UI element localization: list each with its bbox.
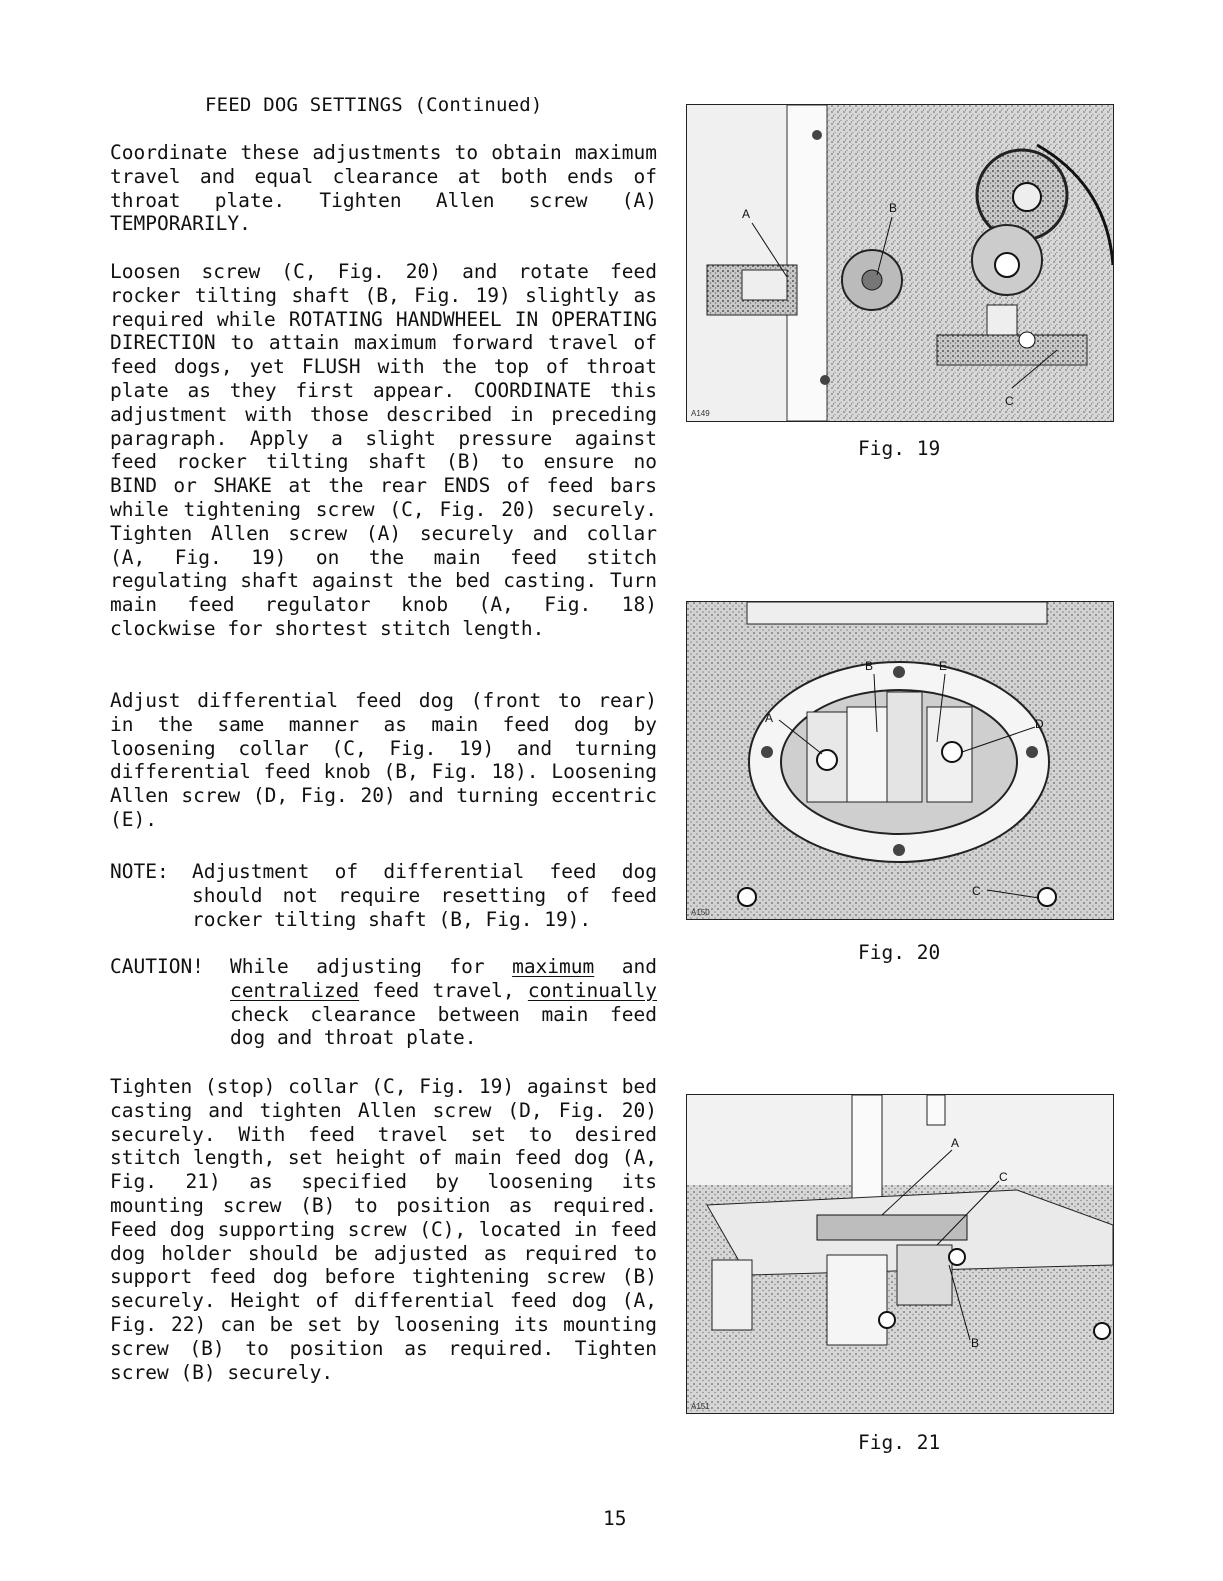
figure-19-caption: Fig. 19 bbox=[858, 437, 941, 460]
figure-20-illustration bbox=[687, 602, 1113, 919]
figure-21-label-b: B bbox=[971, 1336, 980, 1350]
caution-text-pre: While adjusting for bbox=[230, 955, 513, 978]
figure-21-photo bbox=[686, 1094, 1114, 1414]
figure-20-label-b: B bbox=[865, 659, 874, 673]
caution-text bbox=[230, 955, 657, 1050]
note-block bbox=[110, 860, 657, 931]
figure-20-label-c: C bbox=[972, 884, 981, 898]
caution-emphasis-maximum: maximum bbox=[512, 955, 595, 978]
section-heading: FEED DOG SETTINGS (Continued) bbox=[205, 94, 543, 116]
figure-19-label-c: C bbox=[1005, 394, 1014, 408]
caution-text-mid2: feed travel, bbox=[359, 978, 528, 1002]
caution-text-post: check clearance between main feed dog and throat plate. bbox=[230, 1002, 657, 1050]
note-text: Adjustment of differential feed dog should not require resetting of feed rocker tilting shaft (B, Fig. 19). bbox=[192, 860, 657, 931]
figure-19-label-a: A bbox=[742, 207, 751, 221]
figure-21-caption: Fig. 21 bbox=[858, 1431, 941, 1454]
caution-label: CAUTION! bbox=[110, 955, 204, 978]
figure-21-code: A151 bbox=[691, 1402, 710, 1411]
figure-19-label-b: B bbox=[889, 201, 898, 215]
figure-19-illustration bbox=[687, 105, 1113, 421]
paragraph-coordinate: Coordinate these adjustments to obtain maximum travel and equal clearance at both ends of throat plate. Tighten Allen screw (A) TEMPORARILY. bbox=[110, 141, 657, 236]
figure-20-caption: Fig. 20 bbox=[858, 941, 941, 964]
figure-19-code: A149 bbox=[691, 409, 710, 418]
figure-19-photo bbox=[686, 104, 1114, 422]
paragraph-tighten-collar: Tighten (stop) collar (C, Fig. 19) against bed casting and tighten Allen screw (D, Fig. 20) securely. With feed travel set to desired stitch length, set height of main feed dog (A, Fig. 21) as specified by loosening its mounting screw (B) to position as required. Feed dog supporting screw (C), located in feed dog holder should be adjusted as required to support feed dog before tightening screw (B) securely. Height of differential feed dog (A, Fig. 22) can be set by loosening its mounting screw (B) to position as required. Tighten screw (B) securely. bbox=[110, 1075, 657, 1384]
figure-21-label-a: A bbox=[951, 1136, 960, 1150]
figure-20-label-e: E bbox=[939, 659, 948, 673]
figure-20-label-a: A bbox=[765, 711, 774, 725]
figure-20-photo bbox=[686, 601, 1114, 920]
note-label: NOTE: bbox=[110, 860, 169, 883]
paragraph-differential-feed: Adjust differential feed dog (front to rear) in the same manner as main feed dog by loosening collar (C, Fig. 19) and turning differential feed knob (B, Fig. 18). Loosening Allen screw (D, Fig. 20) and turning eccentric (E). bbox=[110, 689, 657, 831]
figure-20-label-d: D bbox=[1035, 717, 1044, 731]
caution-block bbox=[110, 955, 657, 1050]
figure-20-code: A150 bbox=[691, 908, 710, 917]
caution-text-mid1: and bbox=[594, 955, 657, 978]
figure-21-illustration bbox=[687, 1095, 1113, 1413]
caution-emphasis-continually: continually bbox=[527, 978, 657, 1002]
page-number: 15 bbox=[603, 1507, 627, 1530]
paragraph-loosen-screw: Loosen screw (C, Fig. 20) and rotate feed rocker tilting shaft (B, Fig. 19) slightly as required while ROTATING HANDWHEEL IN OPERATING DIRECTION to attain maximum forward travel of feed dogs, yet FLUSH with the top of throat plate as they first appear. COORDINATE this adjustment with those described in preceding paragraph. Apply a slight pressure against feed rocker tilting shaft (B) to ensure no BIND or SHAKE at the rear ENDS of feed bars while tightening screw (C, Fig. 20) securely. Tighten Allen screw (A) securely and collar (A, Fig. 19) on the main feed stitch regulating shaft against the bed casting. Turn main feed regulator knob (A, Fig. 18) clockwise for shortest stitch length. bbox=[110, 260, 657, 640]
figure-21-label-c: C bbox=[999, 1170, 1008, 1184]
caution-emphasis-centralized: centralized bbox=[230, 978, 360, 1002]
